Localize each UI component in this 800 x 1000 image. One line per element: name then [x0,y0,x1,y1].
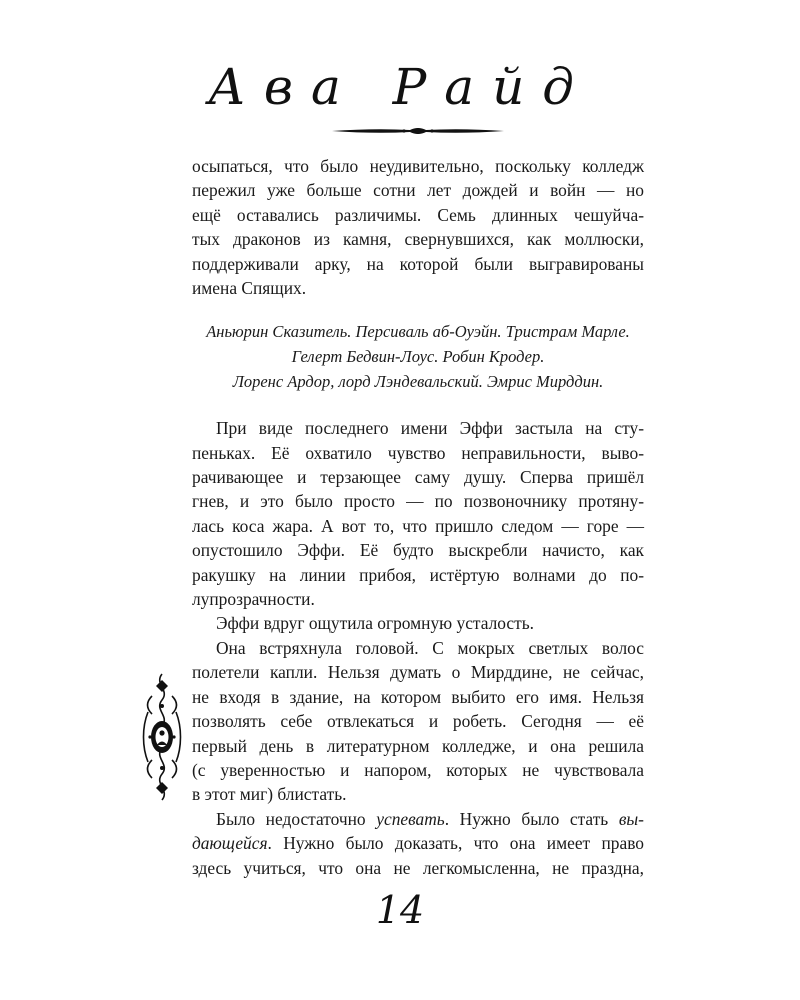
text-line [192,831,644,855]
text-line: позволять себе отвлекаться и робеть. Сегодня — её [192,711,644,732]
text-line: ещё оставались различимы. Семь длинных чешуйча- [192,204,644,225]
text-line: рачивающее и терзающее саму душу. Сперва пришёл [192,467,644,488]
text-line: опустошило Эффи. Её будто выскребли начисто, как [192,540,644,561]
text-line: ракушку на линии прибоя, истёртую волнами до по- [192,564,644,585]
margin-ornament [140,672,184,802]
text-line: имена Спящих. [192,278,307,299]
paragraph-1 [192,154,644,300]
author-name: Ава Райд [207,58,592,116]
text-line: первый день в литературном колледже, и она решила [192,735,644,756]
running-header [0,52,800,122]
text-run: . Нужно было стать [444,808,619,829]
inscription-line: Гелерт Бедвин-Лоус. Робин Кродер. [291,347,545,367]
emphasis-text: дающейся [192,833,268,854]
paragraph-3 [192,611,644,635]
body-text [192,154,644,880]
text-line: гнев, и это было просто — по позвоночнику протяну- [192,491,644,512]
text-line: (с уверенностью и напором, которых не чувствовала [192,759,644,780]
inscription-line: Аньюрин Сказитель. Персиваль аб-Оуэйн. Тристрам Марле. [206,322,630,342]
text-line: пережил уже больше сотни лет дождей и войн — но [192,180,644,201]
emphasis-text: вы- [618,808,644,829]
text-line: здесь учиться, что она не легкомысленна, не праздна, [192,857,644,878]
text-line: тых драконов из камня, свернувшихся, как моллюски, [192,229,644,250]
paragraph-5 [192,807,644,880]
text-line: Эффи вдруг ощутила огромную усталость. [216,613,535,634]
text-line: лась коса жара. А вот то, что пришло следом — горе — [192,515,644,536]
text-line [192,807,644,831]
paragraph-2 [192,416,644,611]
text-line: Она встряхнула головой. С мокрых светлых волос [216,637,644,658]
page-number: 14 [375,888,425,932]
text-line: в этот миг) блистать. [192,784,347,805]
text-run: . Нужно было доказать, что она имеет право [267,833,644,854]
text-line: полетели капли. Нельзя думать о Мирддине, не сейчас, [192,662,644,683]
emphasis-text: успевать [376,808,445,829]
paragraph-4 [192,636,644,807]
text-line: не входя в здание, на котором выбито его имя. Нельзя [192,686,644,707]
header-divider-ornament [330,124,506,138]
text-line: осыпаться, что было неудивительно, поскольку колледж [192,156,644,176]
inscription-names [192,320,644,394]
text-line: лупрозрачности. [192,589,315,610]
text-run: Было недостаточно [216,808,377,829]
text-line: поддерживали арку, на которой были выгравированы [192,253,644,274]
inscription-line: Лоренс Ардор, лорд Лэндевальский. Эмрис Мирддин. [232,371,604,391]
text-line: При виде последнего имени Эффи застыла на сту- [216,418,644,439]
text-line: пеньках. Её охватило чувство неправильности, выво- [192,442,644,463]
